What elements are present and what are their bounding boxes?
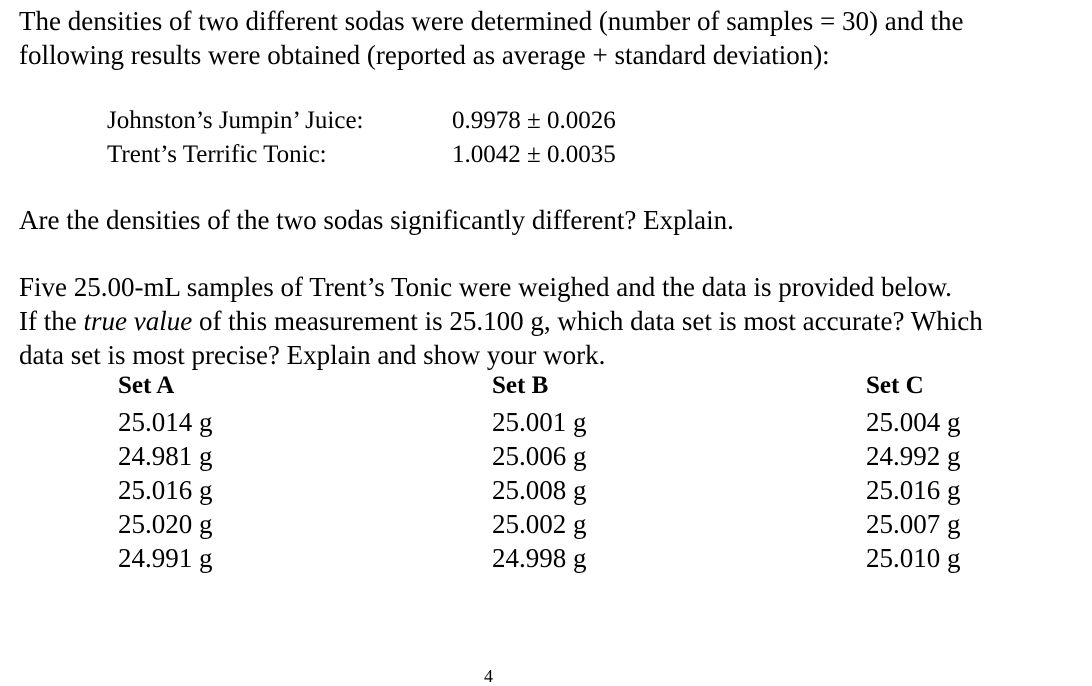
set-value: 25.004 g (866, 407, 961, 437)
data-sets (0, 369, 1092, 573)
soda-name: Johnston’s Jumpin’ Juice: (107, 107, 364, 134)
set-value: 25.001 g (492, 407, 587, 437)
soda-name: Trent’s Terrific Tonic: (107, 141, 327, 168)
set-c-column (866, 369, 961, 575)
set-value: 24.998 g (492, 543, 587, 573)
page-number: 4 (484, 666, 493, 686)
set-value: 25.016 g (118, 475, 213, 505)
question-2-line-2 (19, 304, 983, 338)
true-value-emphasis: true value (83, 306, 193, 336)
set-a-column (118, 369, 213, 575)
question-2-line-2-start: If the (19, 306, 84, 336)
set-value: 25.002 g (492, 509, 587, 539)
set-header: Set A (118, 372, 175, 399)
set-value: 25.016 g (866, 475, 961, 505)
density-value: 0.9978 ± 0.0026 (452, 107, 616, 134)
set-value: 25.006 g (492, 441, 587, 471)
set-value: 24.991 g (118, 543, 213, 573)
question-2-line-1: Five 25.00-mL samples of Trent’s Tonic were weighed and the data is provided below. (19, 272, 952, 302)
intro-line-1: The densities of two different sodas were determined (number of samples = 30) and the (19, 6, 964, 36)
question-2-line-2-end: of this measurement is 25.100 g, which data set is most accurate? Which (192, 306, 983, 336)
set-header: Set C (866, 372, 924, 399)
question-1: Are the densities of the two sodas significantly different? Explain. (19, 205, 734, 235)
intro-paragraph (19, 4, 963, 72)
question-2-line-3: data set is most precise? Explain and show your work. (19, 340, 606, 370)
set-value: 24.992 g (866, 441, 961, 471)
set-header: Set B (492, 372, 549, 399)
set-value: 25.020 g (118, 509, 213, 539)
set-value: 25.010 g (866, 543, 961, 573)
question-2-paragraph (19, 270, 983, 372)
intro-line-2: following results were obtained (reported as average + standard deviation): (19, 40, 830, 70)
set-value: 25.007 g (866, 509, 961, 539)
density-value: 1.0042 ± 0.0035 (452, 141, 616, 168)
set-value: 24.981 g (118, 441, 213, 471)
set-b-column (492, 369, 587, 575)
set-value: 25.014 g (118, 407, 213, 437)
set-value: 25.008 g (492, 475, 587, 505)
